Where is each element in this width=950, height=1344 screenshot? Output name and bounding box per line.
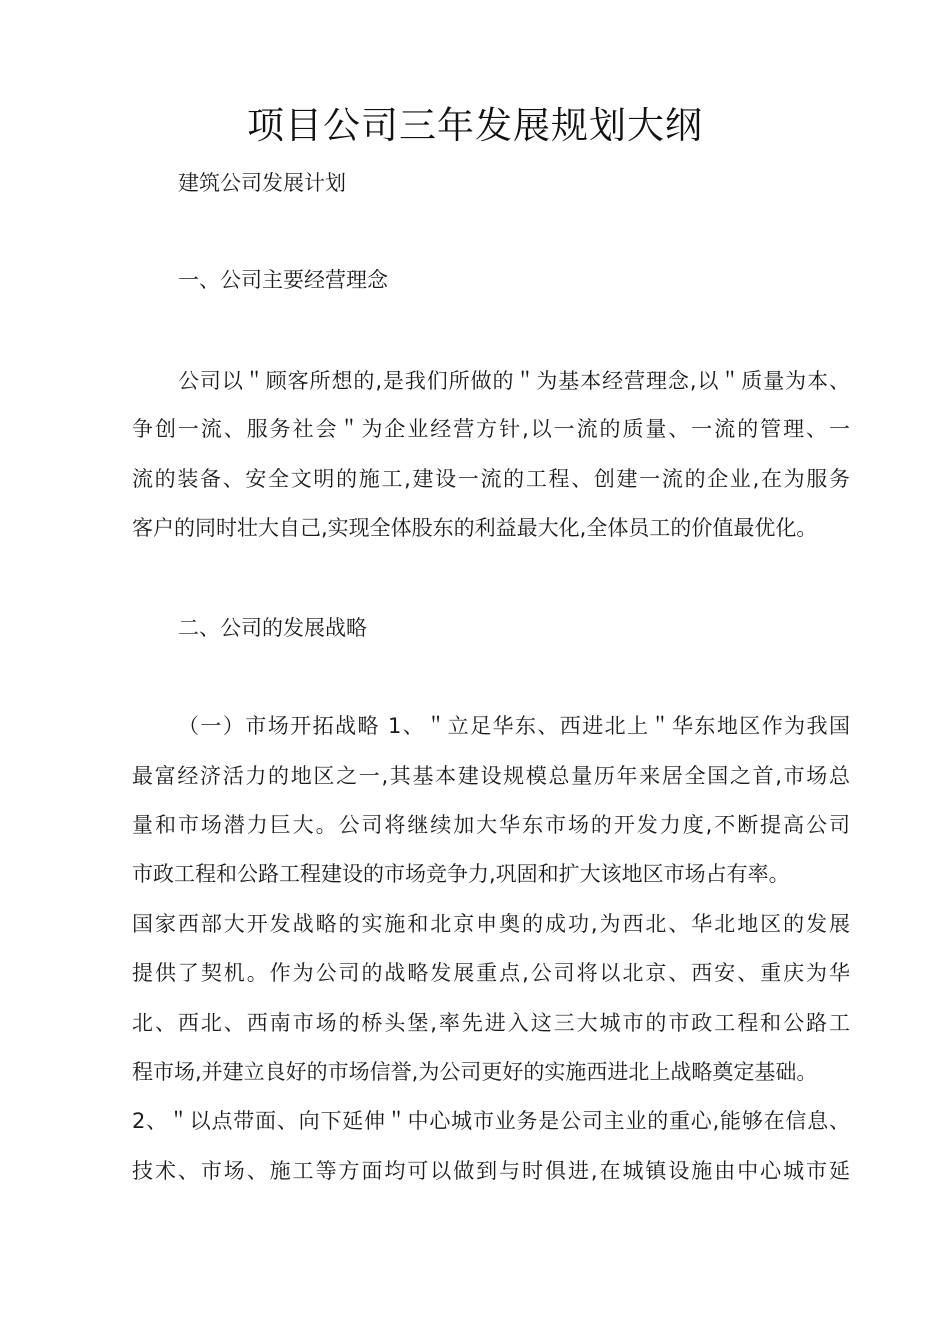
paragraph-line: 北、西北、西南市场的桥头堡,率先进入这三大城市的市政工程和公路工 xyxy=(132,1011,850,1035)
section-heading-2: 二、公司的发展战略 xyxy=(178,616,367,640)
paragraph-line: 市政工程和公路工程建设的市场竞争力,巩固和扩大该地区市场占有率。 xyxy=(132,862,790,886)
section-heading-1: 一、公司主要经营理念 xyxy=(178,268,388,292)
paragraph-line: 流的装备、安全文明的施工,建设一流的工程、创建一流的企业,在为服务 xyxy=(132,467,850,491)
paragraph-line: （一）市场开拓战略 1、＂立足华东、西进北上＂华东地区作为我国 xyxy=(178,714,850,738)
paragraph-line: 技术、市场、施工等方面均可以做到与时俱进,在城镇设施由中心城市延 xyxy=(132,1159,850,1183)
paragraph-line: 争创一流、服务社会＂为企业经营方针,以一流的质量、一流的管理、一 xyxy=(132,417,850,441)
paragraph-line: 国家西部大开发战略的实施和北京申奥的成功,为西北、华北地区的发展 xyxy=(132,912,850,936)
paragraph-line: 客户的同时壮大自己,实现全体股东的利益最大化,全体员工的价值最优化。 xyxy=(132,516,818,540)
paragraph-line: 最富经济活力的地区之一,其基本建设规模总量历年来居全国之首,市场总 xyxy=(132,764,850,788)
document-subtitle: 建筑公司发展计划 xyxy=(178,171,346,195)
paragraph-line: 提供了契机。作为公司的战略发展重点,公司将以北京、西安、重庆为华 xyxy=(132,961,850,985)
paragraph-line: 公司以＂顾客所想的,是我们所做的＂为基本经营理念,以＂质量为本、 xyxy=(178,369,850,393)
paragraph-line: 量和市场潜力巨大。公司将继续加大华东市场的开发力度,不断提高公司 xyxy=(132,813,850,837)
document-title: 项目公司三年发展规划大纲 xyxy=(247,104,703,147)
paragraph-line: 程市场,并建立良好的市场信誉,为公司更好的实施西进北上战略奠定基础。 xyxy=(132,1060,818,1084)
paragraph-line: 2、＂以点带面、向下延伸＂中心城市业务是公司主业的重心,能够在信息、 xyxy=(132,1109,850,1133)
